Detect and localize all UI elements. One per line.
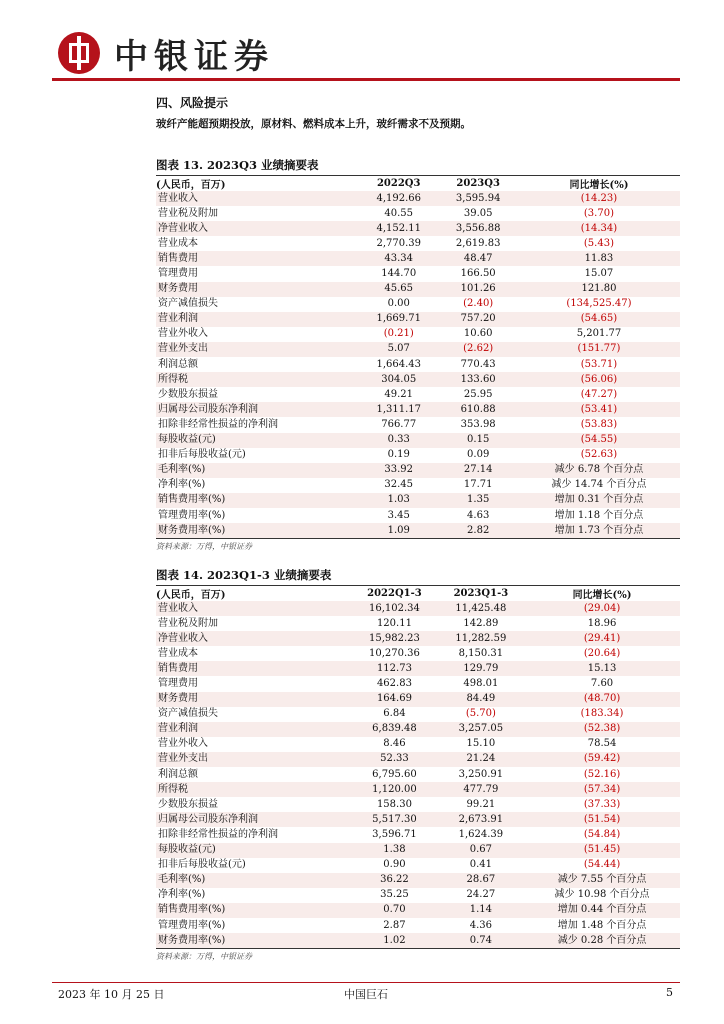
row-value: 144.70 <box>381 268 417 280</box>
row-value: 增加 0.31 个百分点 <box>518 493 680 508</box>
row-value: (52.38) <box>524 722 680 737</box>
row-label: 少数股东损益 <box>158 388 218 400</box>
row-label: 销售费用 <box>156 251 359 266</box>
row-value: 5,201.77 <box>576 328 622 340</box>
row-value: 11,282.59 <box>438 631 524 646</box>
table-row <box>156 707 680 722</box>
table-row <box>156 523 680 538</box>
row-label: 财务费用 <box>156 282 359 297</box>
row-value: 158.30 <box>376 798 412 810</box>
row-label: 净营业收入 <box>156 221 359 236</box>
row-value: 减少 14.74 个百分点 <box>551 479 647 491</box>
row-value: (51.45) <box>524 843 680 858</box>
row-value: 15,982.23 <box>351 631 437 646</box>
table-row <box>156 463 680 478</box>
row-label: 财务费用率(%) <box>156 933 351 948</box>
row-value: (57.34) <box>524 782 680 797</box>
row-value: (54.55) <box>518 433 680 448</box>
row-value: 增加 1.18 个百分点 <box>554 509 644 521</box>
risk-text: 玻纤产能超预期投放，原材料、燃料成本上升，玻纤需求不及预期。 <box>156 118 471 130</box>
table-row <box>156 827 680 842</box>
row-label: 营业利润 <box>156 312 359 327</box>
row-label: 所得税 <box>156 782 351 797</box>
table-row <box>156 752 680 767</box>
row-value: (48.70) <box>524 692 680 707</box>
table-row <box>156 508 680 523</box>
row-value: (14.34) <box>518 221 680 236</box>
footer-page-number: 5 <box>666 986 673 999</box>
row-value: 2,673.91 <box>438 812 524 827</box>
row-label: 净利率(%) <box>158 889 206 901</box>
table-row <box>156 692 680 707</box>
row-value: (5.70) <box>465 708 496 720</box>
row-value: (53.41) <box>518 402 680 417</box>
row-value: 304.05 <box>359 372 438 387</box>
row-label: 扣非后每股收益(元) <box>158 449 246 461</box>
table-row <box>156 493 680 508</box>
row-label: 利润总额 <box>158 358 198 370</box>
row-value: 43.34 <box>359 251 438 266</box>
row-label: 每股收益(元) <box>156 843 351 858</box>
row-value: 15.07 <box>584 268 614 280</box>
footer-company: 中国巨石 <box>344 988 388 1001</box>
table-row <box>156 631 680 646</box>
row-label: 扣非后每股收益(元) <box>158 859 246 871</box>
row-value: 39.05 <box>463 207 493 219</box>
table-row <box>156 266 680 281</box>
table-row <box>156 616 680 631</box>
row-value: 0.00 <box>387 298 410 310</box>
table1-header-cell: 同比增长(%) <box>518 176 680 191</box>
row-value: 33.92 <box>359 463 438 478</box>
row-value: 1,624.39 <box>458 828 504 840</box>
row-value: (14.23) <box>518 191 680 206</box>
row-value: 28.67 <box>438 873 524 888</box>
table-row <box>156 282 680 297</box>
table-row <box>156 918 680 933</box>
row-value: 1.38 <box>351 843 437 858</box>
row-value: 120.11 <box>376 617 412 629</box>
row-value: (29.04) <box>524 601 680 616</box>
table-row <box>156 312 680 327</box>
row-value: 24.27 <box>466 889 496 901</box>
row-value: 4,192.66 <box>359 191 438 206</box>
row-label: 毛利率(%) <box>156 873 351 888</box>
row-value: (2.62) <box>438 342 517 357</box>
row-label: 扣除非经常性损益的净利润 <box>158 828 278 840</box>
table-row <box>156 251 680 266</box>
row-label: 毛利率(%) <box>156 463 359 478</box>
row-value: 142.89 <box>463 617 499 629</box>
row-value: 78.54 <box>587 738 617 750</box>
footer-date: 2023 年 10 月 25 日 <box>58 988 165 1001</box>
table-row <box>156 357 680 372</box>
table2-header-cell: 2023Q1-3 <box>438 586 524 601</box>
row-value: 166.50 <box>460 268 496 280</box>
row-value: (53.83) <box>580 418 618 430</box>
row-label: 营业收入 <box>156 601 351 616</box>
row-label: 管理费用 <box>158 678 198 690</box>
row-value: (54.65) <box>518 312 680 327</box>
row-value: 6,795.60 <box>372 768 417 780</box>
table-row <box>156 812 680 827</box>
row-value: 25.95 <box>463 388 493 400</box>
table-row <box>156 478 680 493</box>
row-value: 3,257.05 <box>438 722 524 737</box>
row-value: 15.10 <box>466 738 496 750</box>
row-label: 销售费用率(%) <box>156 903 351 918</box>
row-value: 32.45 <box>384 479 414 491</box>
row-value: 1,664.43 <box>376 358 421 370</box>
row-value: 757.20 <box>438 312 517 327</box>
row-value: 8.46 <box>383 738 406 750</box>
row-value: 17.71 <box>463 479 493 491</box>
row-value: 0.33 <box>359 433 438 448</box>
row-value: 0.09 <box>467 449 490 461</box>
row-value: 1.02 <box>351 933 437 948</box>
row-value: 112.73 <box>351 661 437 676</box>
table-row <box>156 767 680 782</box>
row-label: 管理费用率(%) <box>158 509 226 521</box>
row-value: 1.09 <box>359 523 438 538</box>
row-value: 101.26 <box>438 282 517 297</box>
row-value: 2.87 <box>383 919 406 931</box>
row-value: 3,556.88 <box>438 221 517 236</box>
page-header <box>58 28 274 78</box>
row-value: 610.88 <box>438 402 517 417</box>
row-value: 7.60 <box>590 678 614 690</box>
row-value: (183.34) <box>580 708 624 720</box>
row-value: 1.14 <box>438 903 524 918</box>
row-label: 利润总额 <box>158 768 198 780</box>
row-value: (37.33) <box>583 798 621 810</box>
row-value: (3.70) <box>583 207 614 219</box>
row-value: 0.70 <box>351 903 437 918</box>
row-label: 少数股东损益 <box>158 798 218 810</box>
row-value: (0.21) <box>383 328 414 340</box>
row-value: 129.79 <box>438 661 524 676</box>
row-value: 2,619.83 <box>455 237 501 249</box>
table-row <box>156 417 680 432</box>
row-label: 营业外收入 <box>158 328 208 340</box>
table-row <box>156 221 680 236</box>
row-label: 资产减值损失 <box>158 298 218 310</box>
row-value: 4.36 <box>469 919 492 931</box>
row-value: 减少 10.98 个百分点 <box>554 889 650 901</box>
row-label: 营业收入 <box>156 191 359 206</box>
row-value: 6,839.48 <box>351 722 437 737</box>
table2-title: 图表 14. 2023Q1-3 业绩摘要表 <box>156 568 332 582</box>
row-value: 4.63 <box>467 509 490 521</box>
table-row <box>156 858 680 873</box>
row-value: (134,525.47) <box>566 298 632 310</box>
table-row <box>156 888 680 903</box>
row-value: 11.83 <box>518 251 680 266</box>
row-value: 10.60 <box>463 328 493 340</box>
table-row <box>156 797 680 812</box>
table1-header-cell: 2022Q3 <box>359 176 438 191</box>
row-label: 营业外支出 <box>156 752 351 767</box>
table-row <box>156 236 680 251</box>
table-row <box>156 206 680 221</box>
footer-divider <box>52 982 680 983</box>
section-title: 四、风险提示 <box>156 96 229 110</box>
row-label: 财务费用率(%) <box>156 523 359 538</box>
table1 <box>156 175 680 552</box>
row-value: 18.96 <box>587 617 617 629</box>
table-row <box>156 873 680 888</box>
row-value: 35.25 <box>380 889 409 901</box>
row-value: (29.41) <box>524 631 680 646</box>
row-value: 48.47 <box>438 251 517 266</box>
table2-source: 资料来源：万得，中银证券 <box>156 952 252 962</box>
row-value: (47.27) <box>580 388 618 400</box>
row-value: 353.98 <box>460 418 496 430</box>
row-value: 3,595.94 <box>438 191 517 206</box>
row-label: 扣除非经常性损益的净利润 <box>158 418 278 430</box>
row-value: 1,311.17 <box>359 402 438 417</box>
row-label: 营业税及附加 <box>158 617 218 629</box>
row-value: 477.79 <box>438 782 524 797</box>
table-row <box>156 372 680 387</box>
row-value: 498.01 <box>463 678 499 690</box>
row-value: (59.42) <box>524 752 680 767</box>
row-value: (20.64) <box>583 647 621 659</box>
row-value: 5,517.30 <box>351 812 437 827</box>
row-value: 0.15 <box>438 433 517 448</box>
row-value: 3,596.71 <box>372 828 417 840</box>
row-label: 管理费用率(%) <box>158 919 226 931</box>
row-value: 36.22 <box>351 873 437 888</box>
table-row <box>156 722 680 737</box>
table1-source: 资料来源：万得，中银证券 <box>156 542 252 552</box>
row-label: 营业成本 <box>158 237 198 249</box>
row-label: 归属母公司股东净利润 <box>156 812 351 827</box>
row-label: 管理费用 <box>158 268 198 280</box>
row-value: 8,150.31 <box>458 647 504 659</box>
row-value: 462.83 <box>376 678 412 690</box>
row-value: 3,250.91 <box>458 768 504 780</box>
table-row <box>156 297 680 312</box>
table-row <box>156 448 680 463</box>
table-row <box>156 646 680 661</box>
row-value: 40.55 <box>384 207 414 219</box>
row-value: 133.60 <box>438 372 517 387</box>
table-row <box>156 387 680 402</box>
table-row <box>156 601 680 616</box>
table2 <box>156 585 680 962</box>
table-row <box>156 433 680 448</box>
row-label: 所得税 <box>156 372 359 387</box>
table1-header-cell: 2023Q3 <box>438 176 517 191</box>
row-value: 49.21 <box>384 388 414 400</box>
row-value: 21.24 <box>438 752 524 767</box>
row-value: (52.16) <box>583 768 621 780</box>
row-value: 1,669.71 <box>359 312 438 327</box>
row-value: (54.44) <box>583 859 621 871</box>
row-label: 财务费用 <box>156 692 351 707</box>
row-value: 27.14 <box>438 463 517 478</box>
row-value: 增加 1.48 个百分点 <box>557 919 647 931</box>
row-value: 770.43 <box>460 358 496 370</box>
row-label: 每股收益(元) <box>156 433 359 448</box>
table1-title: 图表 13. 2023Q3 业绩摘要表 <box>156 158 319 172</box>
row-value: 766.77 <box>381 418 417 430</box>
table-row <box>156 933 680 948</box>
row-value: 3.45 <box>387 509 410 521</box>
row-value: 增加 0.44 个百分点 <box>524 903 680 918</box>
row-label: 净利率(%) <box>158 479 206 491</box>
table-row <box>156 903 680 918</box>
row-value: 1.03 <box>359 493 438 508</box>
row-label: 归属母公司股东净利润 <box>156 402 359 417</box>
table-row <box>156 661 680 676</box>
brand-name: 中银证券 <box>114 36 274 77</box>
row-value: 99.21 <box>466 798 496 810</box>
row-value: (53.71) <box>580 358 618 370</box>
row-label: 营业利润 <box>156 722 351 737</box>
row-value: (151.77) <box>518 342 680 357</box>
row-value: 45.65 <box>359 282 438 297</box>
row-value: 减少 7.55 个百分点 <box>524 873 680 888</box>
table1-header-cell: (人民币，百万) <box>156 176 359 191</box>
row-label: 营业成本 <box>158 647 198 659</box>
table-row <box>156 191 680 206</box>
row-value: (52.63) <box>580 449 618 461</box>
row-value: 6.84 <box>383 708 406 720</box>
row-value: 0.19 <box>387 449 410 461</box>
table-row <box>156 342 680 357</box>
row-label: 销售费用率(%) <box>156 493 359 508</box>
row-value: 2.82 <box>438 523 517 538</box>
table-row <box>156 782 680 797</box>
table-row <box>156 327 680 342</box>
row-label: 营业税及附加 <box>158 207 218 219</box>
bank-logo-icon <box>58 32 100 74</box>
table2-header-cell: (人民币，百万) <box>156 586 351 601</box>
row-value: 164.69 <box>351 692 437 707</box>
row-value: 1,120.00 <box>351 782 437 797</box>
row-value: (2.40) <box>463 298 494 310</box>
row-value: 121.80 <box>518 282 680 297</box>
row-label: 营业外收入 <box>158 738 208 750</box>
row-value: (5.43) <box>583 237 614 249</box>
table2-header-cell: 同比增长(%) <box>524 586 680 601</box>
row-value: 16,102.34 <box>351 601 437 616</box>
row-value: 2,770.39 <box>376 237 421 249</box>
row-value: 0.41 <box>469 859 492 871</box>
table-row <box>156 676 680 691</box>
table-row <box>156 402 680 417</box>
row-value: 增加 1.73 个百分点 <box>518 523 680 538</box>
row-value: (51.54) <box>524 812 680 827</box>
row-label: 净营业收入 <box>156 631 351 646</box>
row-value: 10,270.36 <box>368 647 420 659</box>
table-row <box>156 843 680 858</box>
header-divider <box>52 78 680 81</box>
row-value: 减少 0.28 个百分点 <box>524 933 680 948</box>
row-value: 减少 6.78 个百分点 <box>518 463 680 478</box>
row-value: 52.33 <box>351 752 437 767</box>
row-value: (54.84) <box>583 828 621 840</box>
row-value: 0.90 <box>383 859 406 871</box>
row-label: 销售费用 <box>156 661 351 676</box>
row-value: 11,425.48 <box>438 601 524 616</box>
table2-header-cell: 2022Q1-3 <box>351 586 437 601</box>
row-value: 0.74 <box>438 933 524 948</box>
row-label: 营业外支出 <box>156 342 359 357</box>
row-value: 1.35 <box>438 493 517 508</box>
row-value: 4,152.11 <box>359 221 438 236</box>
row-value: 0.67 <box>438 843 524 858</box>
row-value: 5.07 <box>359 342 438 357</box>
row-value: 84.49 <box>438 692 524 707</box>
row-value: 15.13 <box>524 661 680 676</box>
row-label: 资产减值损失 <box>158 708 218 720</box>
row-value: (56.06) <box>518 372 680 387</box>
table-row <box>156 737 680 752</box>
